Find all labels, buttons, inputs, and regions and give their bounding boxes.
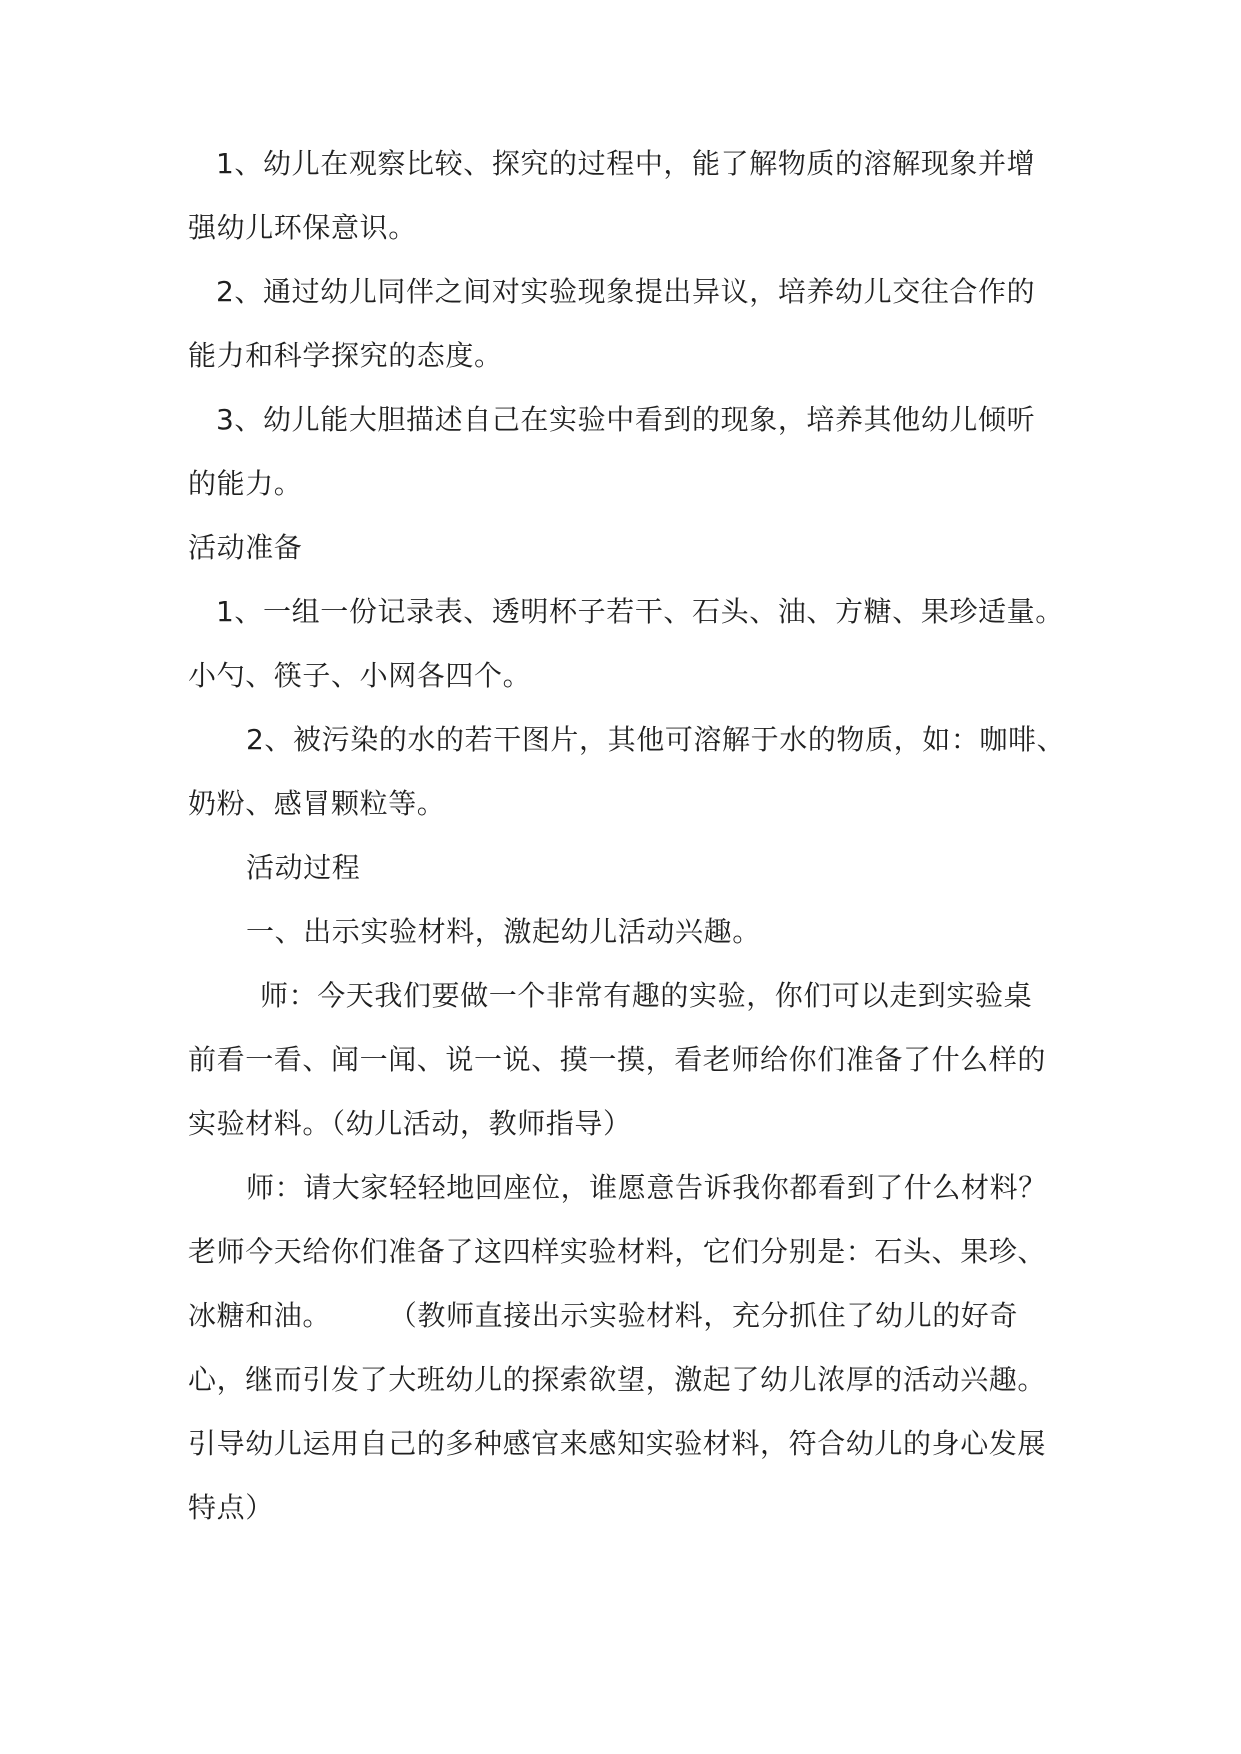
- text-line: 3、幼儿能大胆描述自己在实验中看到的现象，培养其他幼儿倾听: [216, 403, 1036, 436]
- section-heading: 活动过程: [246, 851, 361, 884]
- text-line: 奶粉、感冒颗粒等。: [188, 787, 446, 820]
- subsection-heading: 一、出示实验材料，激起幼儿活动兴趣。: [246, 915, 761, 948]
- text-line: 冰糖和油。 （教师直接出示实验材料，充分抓住了幼儿的好奇: [188, 1299, 1019, 1332]
- text-line: 小勺、筷子、小网各四个。: [188, 659, 532, 692]
- text-line: 师：请大家轻轻地回座位，谁愿意告诉我你都看到了什么材料？: [246, 1171, 1047, 1204]
- text-line: 师：今天我们要做一个非常有趣的实验，你们可以走到实验桌: [260, 979, 1033, 1012]
- section-heading: 活动准备: [188, 531, 303, 564]
- text-line: 1、幼儿在观察比较、探究的过程中，能了解物质的溶解现象并增: [216, 147, 1036, 180]
- text-line: 实验材料。（幼儿活动，教师指导）: [188, 1107, 632, 1140]
- text-line: 的能力。: [188, 467, 303, 500]
- text-line: 2、被污染的水的若干图片，其他可溶解于水的物质，如：咖啡、: [246, 723, 1066, 756]
- text-line: 前看一看、闻一闻、说一说、摸一摸，看老师给你们准备了什么样的: [188, 1043, 1047, 1076]
- text-line: 心，继而引发了大班幼儿的探索欲望，激起了幼儿浓厚的活动兴趣。: [188, 1363, 1047, 1396]
- text-line: 能力和科学探究的态度。: [188, 339, 503, 372]
- text-line: 1、一组一份记录表、透明杯子若干、石头、油、方糖、果珍适量。: [216, 595, 1064, 628]
- text-line: 2、通过幼儿同伴之间对实验现象提出异议，培养幼儿交往合作的: [216, 275, 1036, 308]
- text-line: 引导幼儿运用自己的多种感官来感知实验材料，符合幼儿的身心发展: [188, 1427, 1047, 1460]
- text-line: 老师今天给你们准备了这四样实验材料，它们分别是：石头、果珍、: [188, 1235, 1047, 1268]
- text-line: 强幼儿环保意识。: [188, 211, 417, 244]
- text-line: 特点）: [188, 1491, 274, 1524]
- document-page: [188, 147, 1066, 1524]
